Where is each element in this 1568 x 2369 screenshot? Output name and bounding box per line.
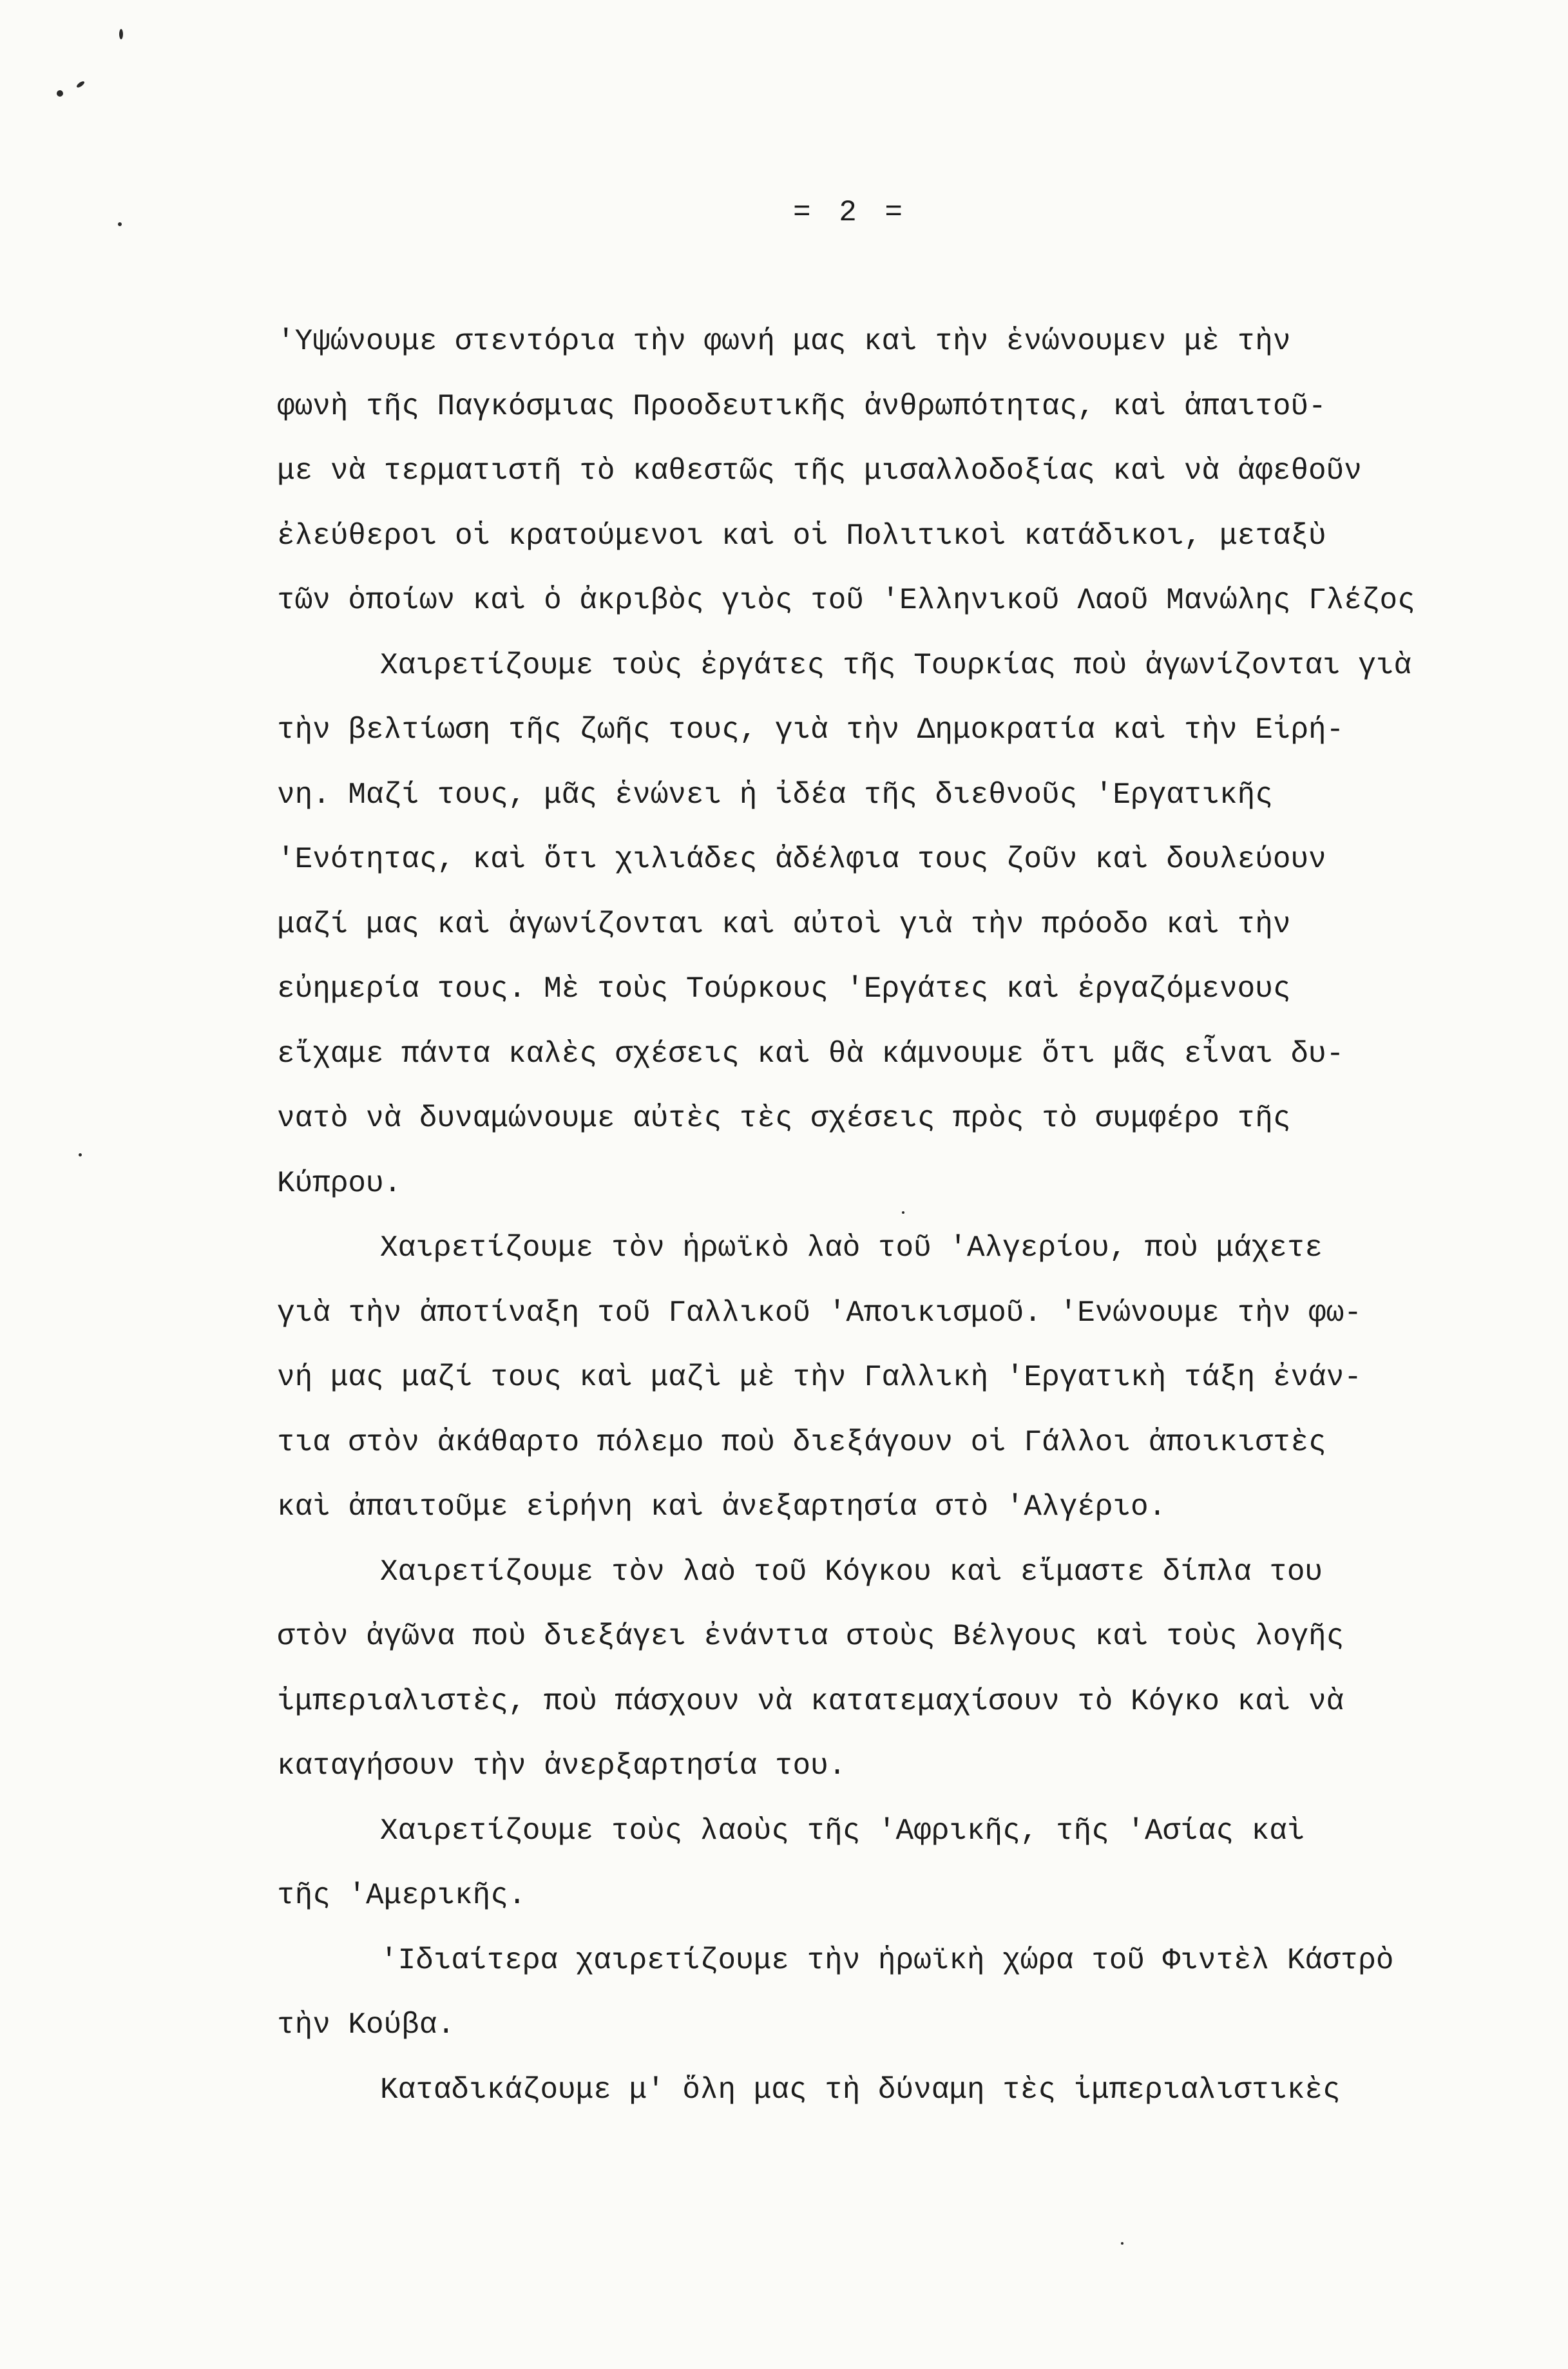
text-line: τὴν βελτίωση τῆς ζωῆς τους, γιὰ τὴν Δημοκρατία καὶ τὴν Εἰρή-: [277, 713, 1344, 747]
margin-speck: [79, 1153, 82, 1156]
text-line: εἴχαμε πάντα καλὲς σχέσεις καὶ θὰ κάμνουμε ὅτι μᾶς εἶναι δυ-: [277, 1037, 1344, 1071]
text-line: καὶ ἀπαιτοῦμε εἰρήνη καὶ ἀνεξαρτησία στὸ 'Αλγέριο.: [277, 1490, 1167, 1524]
text-line: φωνὴ τῆς Παγκόσμιας Προοδευτικῆς ἀνθρωπότητας, καὶ ἀπαιτοῦ-: [277, 389, 1326, 423]
text-line: μαζί μας καὶ ἀγωνίζονται καὶ αὐτοὶ γιὰ τὴν πρόοδο καὶ τὴν: [277, 907, 1291, 941]
text-line: καταγήσουν τὴν ἀνερξαρτησία του.: [277, 1749, 846, 1783]
document-body: [277, 309, 1540, 2122]
text-line: 'Ενότητας, καὶ ὅτι χιλιάδες ἀδέλφια τους ζοῦν καὶ δουλεύουν: [277, 843, 1326, 876]
text-line: τὴν Κούβα.: [277, 2008, 455, 2042]
text-line: Χαιρετίζουμε τὸν ἡρωϊκὸ λαὸ τοῦ 'Αλγερίου, ποὺ μάχετε: [380, 1231, 1323, 1265]
text-line: τῶν ὁποίων καὶ ὁ ἀκριβὸς γιὸς τοῦ 'Ελληνικοῦ Λαοῦ Μανώλης Γλέζος: [277, 584, 1415, 617]
text-line: Χαιρετίζουμε τοὺς ἐργάτες τῆς Τουρκίας ποὺ ἀγωνίζονται γιὰ: [380, 648, 1412, 682]
text-line: ἐλεύθεροι οἱ κρατούμενοι καὶ οἱ Πολιτικοὶ κατάδικοι, μεταξὺ: [277, 519, 1326, 553]
text-line: νή μας μαζί τους καὶ μαζὶ μὲ τὴν Γαλλικὴ 'Εργατικὴ τάξη ἐνάν-: [277, 1361, 1362, 1394]
margin-speck: [119, 29, 123, 39]
text-line: γιὰ τὴν ἀποτίναξη τοῦ Γαλλικοῦ 'Αποικισμοῦ. 'Ενώνουμε τὴν φω-: [277, 1296, 1362, 1330]
text-line: 'Ιδιαίτερα χαιρετίζουμε τὴν ἡρωϊκὴ χώρα τοῦ Φιντὲλ Κάστρὸ: [380, 1943, 1394, 1977]
text-line: τῆς 'Αμερικῆς.: [277, 1879, 526, 1912]
text-line: τια στὸν ἀκάθαρτο πόλεμο ποὺ διεξάγουν οἱ Γάλλοι ἀποικιστὲς: [277, 1425, 1326, 1459]
text-line: νατὸ νὰ δυναμώνουμε αὐτὲς τὲς σχέσεις πρὸς τὸ συμφέρο τῆς: [277, 1102, 1291, 1135]
text-line: 'Υψώνουμε στεντόρια τὴν φωνή μας καὶ τὴν ἑνώνουμεν μὲ τὴν: [277, 325, 1291, 358]
text-line: Χαιρετίζουμε τὸν λαὸ τοῦ Κόγκου καὶ εἴμαστε δίπλα του: [380, 1555, 1323, 1589]
margin-speck: [76, 81, 86, 89]
text-line: Κύπρου.: [277, 1166, 402, 1200]
text-line: ἰμπεριαλιστὲς, ποὺ πάσχουν νὰ κατατεμαχίσουν τὸ Κόγκο καὶ νὰ: [277, 1684, 1344, 1718]
margin-speck: [57, 90, 63, 97]
text-line: Καταδικάζουμε μ' ὅλη μας τὴ δύναμη τὲς ἰμπεριαλιστικὲς: [380, 2073, 1341, 2107]
margin-speck: [1121, 2242, 1123, 2245]
text-line: νη. Μαζί τους, μᾶς ἑνώνει ἡ ἰδέα τῆς διεθνοῦς 'Εργατικῆς: [277, 778, 1273, 812]
margin-speck: [118, 222, 122, 226]
text-line: εὐημερία τους. Μὲ τοὺς Τούρκους 'Εργάτες καὶ ἐργαζόμενους: [277, 972, 1291, 1006]
text-line: με νὰ τερματιστῆ τὸ καθεστῶς τῆς μισαλλοδοξίας καὶ νὰ ἀφεθοῦν: [277, 454, 1362, 488]
text-line: στὸν ἀγῶνα ποὺ διεξάγει ἐνάντια στοὺς Βέλγους καὶ τοὺς λογῆς: [277, 1620, 1344, 1653]
text-line: Χαιρετίζουμε τοὺς λαοὺς τῆς 'Αφρικῆς, τῆς 'Ασίας καὶ: [380, 1814, 1305, 1848]
page-number: = 2 =: [792, 196, 908, 229]
